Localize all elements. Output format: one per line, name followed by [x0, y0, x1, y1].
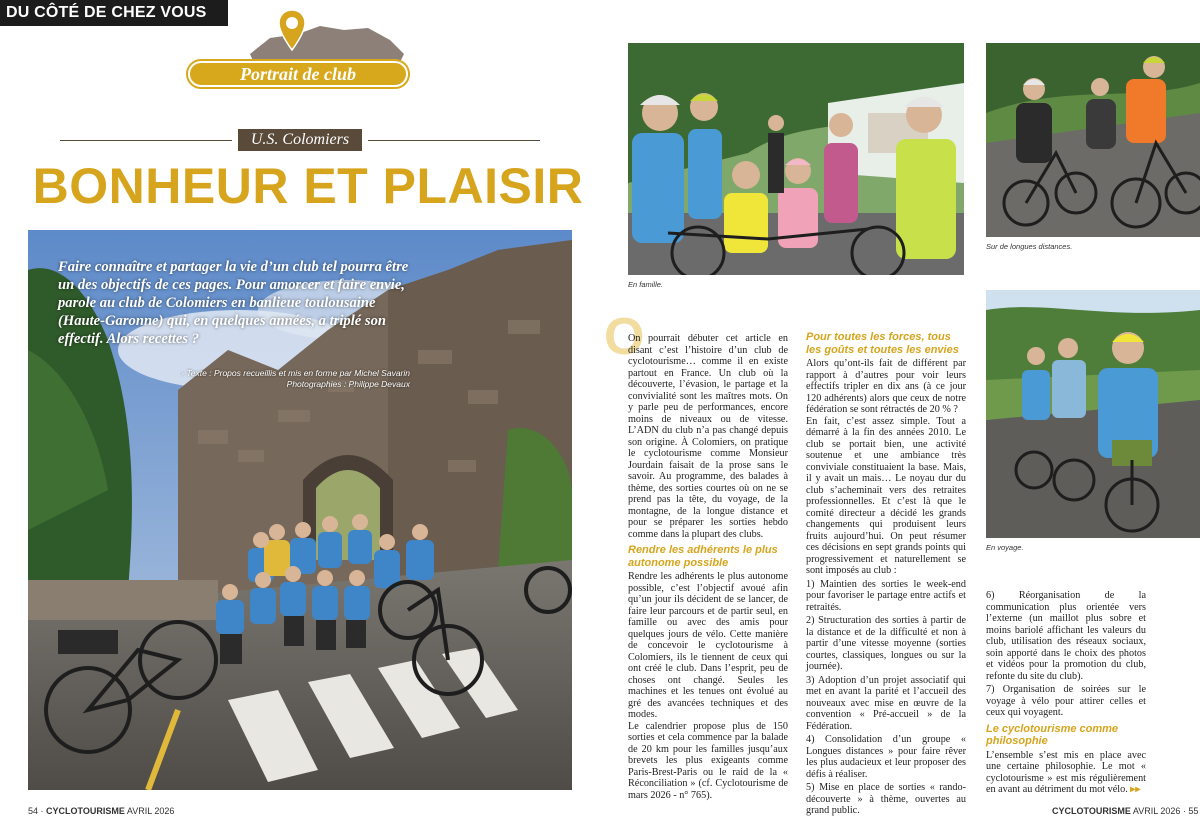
col3-list — [986, 590, 1146, 719]
folio-left-mag: CYCLOTOURISME — [46, 806, 125, 816]
article-column-1 — [628, 333, 788, 801]
col2-heading: Pour toutes les forces, tous les goûts et toutes les envies — [806, 331, 959, 356]
credits-photos: Photographies : Philippe Devaux — [286, 379, 410, 389]
col2-list — [806, 579, 966, 817]
credits-text: › Texte : Propos recueillis et mis en forme par Michel Savarin — [181, 368, 410, 378]
col3-heading: Le cyclotourisme comme philosophie — [986, 722, 1119, 747]
section-label: DU CÔTÉ DE CHEZ VOUS — [0, 0, 228, 26]
col1-paragraph-1: On pourrait débuter cet article en disant c’est l’histoire d’un club de cyclotourisme… comme il en existe partout en France. Un club où la découverte, l’évasion, le partage et la convivialité sont les maîtres mots. On y parle peu de performances, encore moins de niveaux ou de vitesse. L’ADN du club n’a pas changé depuis son origine. À Colomiers, on pratique le cyclotourisme comme Monsieur Jourdain faisait de la prose sans le savoir. Au programme, des balades à thème, des sorties courtes où on ne se prend pas la tête, du voyage, de la montagne, de la longue distance et pour se préparer les sorties hebdo comme dans la plupart des clubs. — [628, 333, 788, 540]
club-badge: Portrait de club — [188, 61, 408, 87]
kicker-rule-left — [60, 140, 232, 141]
credits — [150, 368, 410, 390]
folio-right-mag: CYCLOTOURISME — [1052, 806, 1131, 816]
folio-right-date: AVRIL 2026 — [1132, 806, 1181, 816]
kicker: U.S. Colomiers — [238, 129, 362, 151]
list-item: 4) Consolidation d’un groupe « Longues distances » pour faire rêver les plus audacieux et leur proposer des défis à réaliser. — [806, 734, 966, 780]
photo-long-distance — [986, 43, 1200, 237]
article-column-2 — [806, 331, 966, 819]
location-pin-icon — [277, 8, 307, 52]
kicker-rule-right — [368, 140, 540, 141]
list-item: 7) Organisation de soirées sur le voyage à vélo pour attirer celles et ceux qui voyagent. — [986, 684, 1146, 718]
drop-cap: O — [604, 308, 645, 366]
folio-left: 54 · CYCLOTOURISME AVRIL 2026 — [28, 806, 175, 816]
caption-travel: En voyage. — [986, 543, 1024, 552]
continue-arrow-icon: ▸▸ — [1130, 784, 1141, 795]
article-column-3 — [986, 590, 1146, 796]
folio-left-number: 54 — [28, 806, 39, 816]
headline: BONHEUR ET PLAISIR — [32, 158, 584, 214]
col1-paragraph-3: Le calendrier propose plus de 150 sorties et cela commence par la balade de 20 km pour les familles jusqu’aux brevets les plus exigeants comme Paris-Brest-Paris ou le raid de la « Réconciliation » (cf. Cyclotourisme de mars 2026 - n° 765). — [628, 720, 788, 801]
photo-travel — [986, 290, 1200, 538]
folio-right: CYCLOTOURISME AVRIL 2026 · 55 — [1052, 806, 1199, 816]
caption-long-distance: Sur de longues distances. — [986, 242, 1073, 251]
list-item: 6) Réorganisation de la communication plus orientée vers l’externe (un maillot plus sobre et moins bariolé affichant les valeurs du club, utilisation des réseaux sociaux, soin apporté dans le choix des photos et vidéos pour la promotion du club, refonte du site du club). — [986, 590, 1146, 682]
intro-text: Faire connaître et partager la vie d’un club tel pourra être un des objectifs de ces pages. Pour amorcer et faire envie, parole au club de Colomiers en banlieue toulousaine (Haute-Garonne) qui, en quelques années, a triplé son effectif. Alors recettes ? — [58, 259, 409, 347]
col1-paragraph-2: Rendre les adhérents le plus autonome possible, c’est l’objectif avoué afin qu’un jour ils décident de se lancer, de faire leur parcours et de partir seul, en famille ou avec des amis pour quelques jours de vélo. Cette manière de concevoir le cyclotourisme à Colomiers, ils le tiennent de ceux qui ont créé le club. Dans l’esprit, peu de choses ont changé. Seules les machines et les tenues ont évolué au gré des avancées techniques et des modes. — [628, 571, 788, 720]
col3-paragraph-1-text: L’ensemble s’est mis en place avec une certaine philosophie. Le mot « cyclotourisme » est mis régulièrement en avant au détriment du mot vélo. — [986, 749, 1146, 795]
caption-family: En famille. — [628, 280, 664, 289]
col1-heading: Rendre les adhérents le plus autonome possible — [628, 544, 778, 569]
folio-left-date: AVRIL 2026 — [126, 806, 175, 816]
list-item: 2) Structuration des sorties à partir de la distance et de la difficulté et non à partir d’une vitesse moyenne (sorties courtes, classiques, longues ou sur la journée). — [806, 615, 966, 672]
photo-family — [628, 43, 964, 275]
list-item: 1) Maintien des sorties le week-end pour favoriser le partage entre actifs et retraités. — [806, 578, 966, 613]
col2-paragraph-2: En fait, c’est assez simple. Tout a démarré à la fin des années 2010. Le club se portait bien, une activité soutenue et une ambiance très conviviale constituaient la base. Mais, il y avait un mais… Le noyau dur du club s’acheminait vers des retraites professionnelles. Et c’est là que le comité directeur a décidé les grands changements qui produisent leurs fruits aujourd’hui. On peut résumer ces décisions en sept grands points qui progressivement et naturellement se sont imposés au club : — [806, 415, 966, 576]
list-item: 5) Mise en place de sorties « rando-découverte » à thème, ouvertes au grand public. — [806, 782, 966, 816]
col3-paragraph-1 — [986, 750, 1146, 796]
list-item: 3) Adoption d’un projet associatif qui met en avant la parité et l’accueil des nouveaux avec mise en œuvre de la convention « Pré-accueil » de la Fédération. — [806, 674, 966, 732]
folio-right-number: 55 — [1188, 806, 1199, 816]
col2-paragraph-1: Alors qu’ont-ils fait de différent par rapport à d’autres pour voir leurs effectifs tripler en dix ans (à ce jour 120 adhérents) alors que ceux de notre fédération se sont rétractés de 20 % ? — [806, 358, 966, 415]
